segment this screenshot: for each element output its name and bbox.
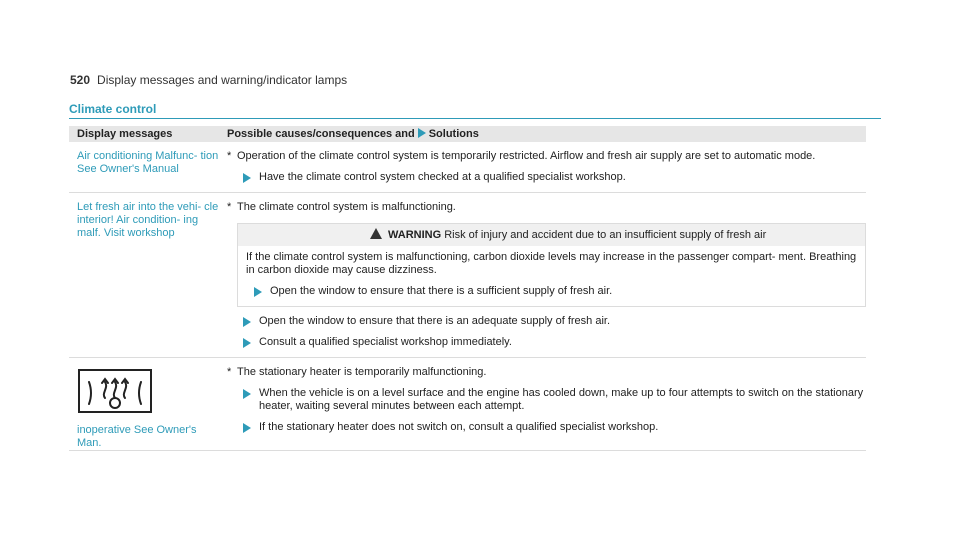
col-header-solutions-label: Solutions: [428, 127, 479, 140]
section-rule: [69, 118, 881, 119]
solution-item: [243, 171, 866, 184]
table-row: [69, 358, 866, 451]
stationary-heater-icon: [77, 368, 153, 414]
cause-text: The climate control system is malfunctioning.: [237, 201, 456, 213]
warning-label: WARNING: [388, 229, 442, 241]
bullet-star: *: [227, 201, 232, 213]
warning-header: [238, 224, 865, 246]
solution-item: [243, 336, 866, 349]
arrow-icon: [243, 338, 251, 348]
solution-text: Open the window to ensure that there is a sufficient supply of fresh air.: [270, 285, 613, 297]
col-header-causes-label: Possible causes/consequences and: [227, 127, 415, 140]
solution-text: When the vehicle is on a level surface and the engine has cooled down, make up to four attempts to switch on the stationary heater, waiting several minutes between each attempt.: [259, 387, 864, 412]
causes-solutions: [219, 358, 866, 450]
warning-box: [237, 223, 866, 307]
page-number: 520: [70, 73, 91, 87]
cause-text: Operation of the climate control system is temporarily restricted. Airflow and fresh air supply are set to automatic mode.: [237, 150, 816, 162]
warning-triangle-icon: [370, 228, 382, 239]
solution-item: [243, 421, 866, 434]
table-row: [69, 193, 866, 358]
page-header: [70, 73, 347, 87]
solution-text: Have the climate control system checked at a qualified specialist workshop.: [259, 171, 626, 183]
warning-solution: [254, 285, 865, 298]
table-row: [69, 142, 866, 193]
bullet-star: *: [227, 150, 232, 162]
solution-text: Open the window to ensure that there is an adequate supply of fresh air.: [259, 315, 611, 327]
col-header-causes: [219, 128, 866, 141]
arrow-icon: [254, 287, 262, 297]
col-header-messages: Display messages: [77, 127, 173, 140]
warning-title: Risk of injury and accident due to an insufficient supply of fresh air: [444, 229, 767, 241]
arrow-icon: [243, 173, 251, 183]
section-title: Climate control: [69, 102, 157, 116]
arrow-icon: [418, 128, 426, 138]
warning-text: If the climate control system is malfunctioning, carbon dioxide levels may increase in the passenger compart- ment. Breathing in carbon dioxide may cause dizziness.: [246, 251, 857, 276]
cause-item: [227, 201, 866, 214]
causes-solutions: [219, 142, 866, 192]
arrow-icon: [243, 423, 251, 433]
arrow-icon: [243, 317, 251, 327]
display-message-cell: [69, 358, 219, 450]
table-header: [69, 126, 866, 142]
display-message: Let fresh air into the vehi- cle interior! Air condition- ing malf. Visit workshop: [77, 201, 219, 239]
bullet-star: *: [227, 366, 232, 378]
page-header-title: Display messages and warning/indicator lamps: [97, 73, 348, 87]
solution-text: Consult a qualified specialist workshop immediately.: [259, 336, 512, 348]
solution-item: [243, 387, 866, 413]
cause-item: [227, 150, 866, 163]
causes-solutions: [219, 193, 866, 357]
display-message: inoperative See Owner's Man.: [77, 424, 197, 449]
solution-text: If the stationary heater does not switch on, consult a qualified specialist workshop.: [259, 421, 659, 433]
display-messages-table: [69, 126, 866, 451]
cause-item: [227, 366, 866, 379]
solution-item: [243, 315, 866, 328]
display-message: Air conditioning Malfunc- tion See Owner's Manual: [77, 150, 219, 175]
cause-text: The stationary heater is temporarily malfunctioning.: [237, 366, 487, 378]
arrow-icon: [243, 389, 251, 399]
